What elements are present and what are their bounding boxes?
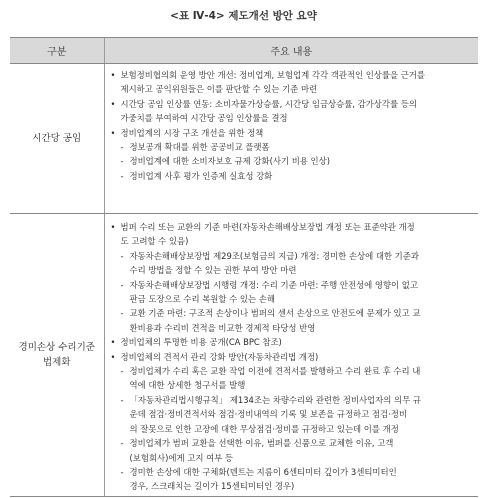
dash-marker: - (120, 250, 124, 261)
item-text-line: 환비용과 수리비 견적을 비교한 경제적 타당성 반영 (129, 322, 316, 333)
item-text-line: 정비업체의 투명한 비용 공개(CA BPC 참조) (120, 337, 282, 348)
item-text-line: 자동차손해배상보장법 제29조(보험금의 지급) 개정: 경미한 손상에 대한 기준과 (129, 250, 419, 261)
table-row (10, 64, 478, 214)
summary-table (10, 37, 478, 497)
item-text-line: 정보공개 확대를 위한 공공비교 플랫폼 (129, 142, 270, 153)
item-text-line: 수리 방법을 정할 수 있는 권한 부여 방안 마련 (129, 265, 297, 276)
item-text-line: 정비업계에 대한 소비자보호 규제 강화(사기 비용 인상) (129, 156, 330, 167)
bullet-marker: • (110, 222, 116, 232)
bullet-item (111, 126, 475, 140)
dash-marker: - (120, 142, 124, 153)
item-text-line: 정비업체가 수리 혹은 교환 작업 이전에 견적서를 발행하고 수리 완료 후 수리 내 (129, 366, 421, 377)
dash-item (111, 278, 475, 307)
category-label: 법제화 (42, 356, 71, 368)
dash-marker: - (120, 366, 124, 377)
category-cell (10, 214, 104, 497)
dash-item (111, 465, 475, 494)
item-text-line: 정비업체가 범퍼 교환을 선택한 이유, 범퍼를 신품으로 교체한 이유, 고객 (129, 438, 394, 449)
bullet-marker: • (110, 337, 116, 348)
dash-marker: - (120, 279, 124, 290)
item-text-line: 정비업계의 시장 구조 개선을 위한 정책 (120, 127, 264, 138)
bullet-item (111, 97, 475, 126)
item-text-line: 경우, 스크래치는 길이가 15센티미터인 경우) (129, 481, 295, 492)
content-cell (104, 214, 478, 497)
bullet-marker: • (110, 98, 116, 109)
item-text-line: 자동차손해배상보장법 시행령 개정: 수리 기준 마련: 주행 안전성에 영향이 없고 (129, 279, 418, 290)
bullet-marker: • (110, 127, 116, 138)
item-text-line: 시간당 공임 인상률 연동: 소비자물가상승률, 시간당 임금상승률, 감가상각률 등의 (120, 98, 417, 109)
dash-item (111, 364, 475, 393)
dash-item (111, 154, 475, 168)
header-category: 구분 (10, 38, 104, 64)
dash-marker: - (120, 308, 124, 319)
dash-item (111, 169, 475, 183)
bullet-marker: • (110, 351, 116, 362)
item-text-line: 경미한 손상에 대한 구체화(덴트는 지름이 6센티미터 깊이가 3센티미터인 (129, 466, 397, 477)
item-text-line: 가중치를 부여하여 시간당 공임 인상률을 결정 (120, 113, 288, 124)
item-text-line: 보험정비협의회 운영 방안 개선: 정비업계, 보험업계 각각 객관적인 인상률을 근거를 (120, 70, 426, 80)
item-text-line: 의 잘못으로 인한 고장에 대한 무상점검·정비를 규정하고 있는데 이를 개정 (129, 423, 399, 434)
item-text-line: (보험회사)에게 고지 여부 등 (129, 452, 234, 463)
dash-marker: - (120, 156, 124, 167)
bullet-item (111, 68, 475, 97)
category-label: 경미손상 수리기준 (18, 341, 95, 353)
bullet-item (111, 335, 475, 349)
item-text-line: 도 고려할 수 있음) (120, 236, 189, 247)
item-text-line: 정비업계 사후 평가 인증제 실효성 강화 (129, 170, 273, 181)
header-row (10, 38, 478, 64)
content-cell (104, 64, 478, 214)
dash-item (111, 140, 475, 154)
item-text-line: 운데 점검·정비견적서와 점검·정비내역의 기록 및 보존을 규정하고 점검·정비 (129, 409, 407, 420)
item-text-line: 제시하고 공익위원들은 이를 판단할 수 있는 기준 마련 (120, 84, 318, 95)
category-cell (10, 64, 104, 214)
item-text-line: 범퍼 수리 또는 교환의 기준 마련(자동차손해배상보장법 개정 또는 표준약관 개정 (120, 222, 415, 232)
item-text-line: 교환 기준 마련: 구조적 손상이나 범퍼의 센서 손상으로 안전도에 문제가 있고 교 (129, 308, 421, 319)
category-label: 시간당 공임 (32, 133, 82, 144)
item-text-line: 역에 대한 상세한 청구서를 발행 (129, 380, 246, 391)
dash-item (111, 306, 475, 335)
dash-item (111, 436, 475, 465)
dash-marker: - (120, 438, 124, 449)
dash-item (111, 249, 475, 278)
table-caption: <표 Ⅳ-4> 제도개선 방안 요약 (170, 10, 317, 22)
bullet-item (111, 350, 475, 364)
table-row (10, 214, 478, 497)
dash-item (111, 393, 475, 436)
dash-marker: - (120, 394, 124, 405)
header-content: 주요 내용 (104, 38, 478, 64)
bullet-marker: • (110, 70, 116, 80)
item-text-line: 판금 도장으로 수리 복원할 수 있는 손해 (129, 294, 275, 305)
item-text-line: 「자동차관리법시행규칙」 제134조는 차량수리와 관련한 정비사업자의 의무 규 (129, 394, 421, 405)
bullet-item (111, 220, 475, 249)
dash-marker: - (120, 466, 124, 477)
dash-marker: - (120, 170, 124, 181)
item-text-line: 정비업체의 견적서 관리 강화 방안(자동차관리법 개정) (120, 351, 319, 362)
